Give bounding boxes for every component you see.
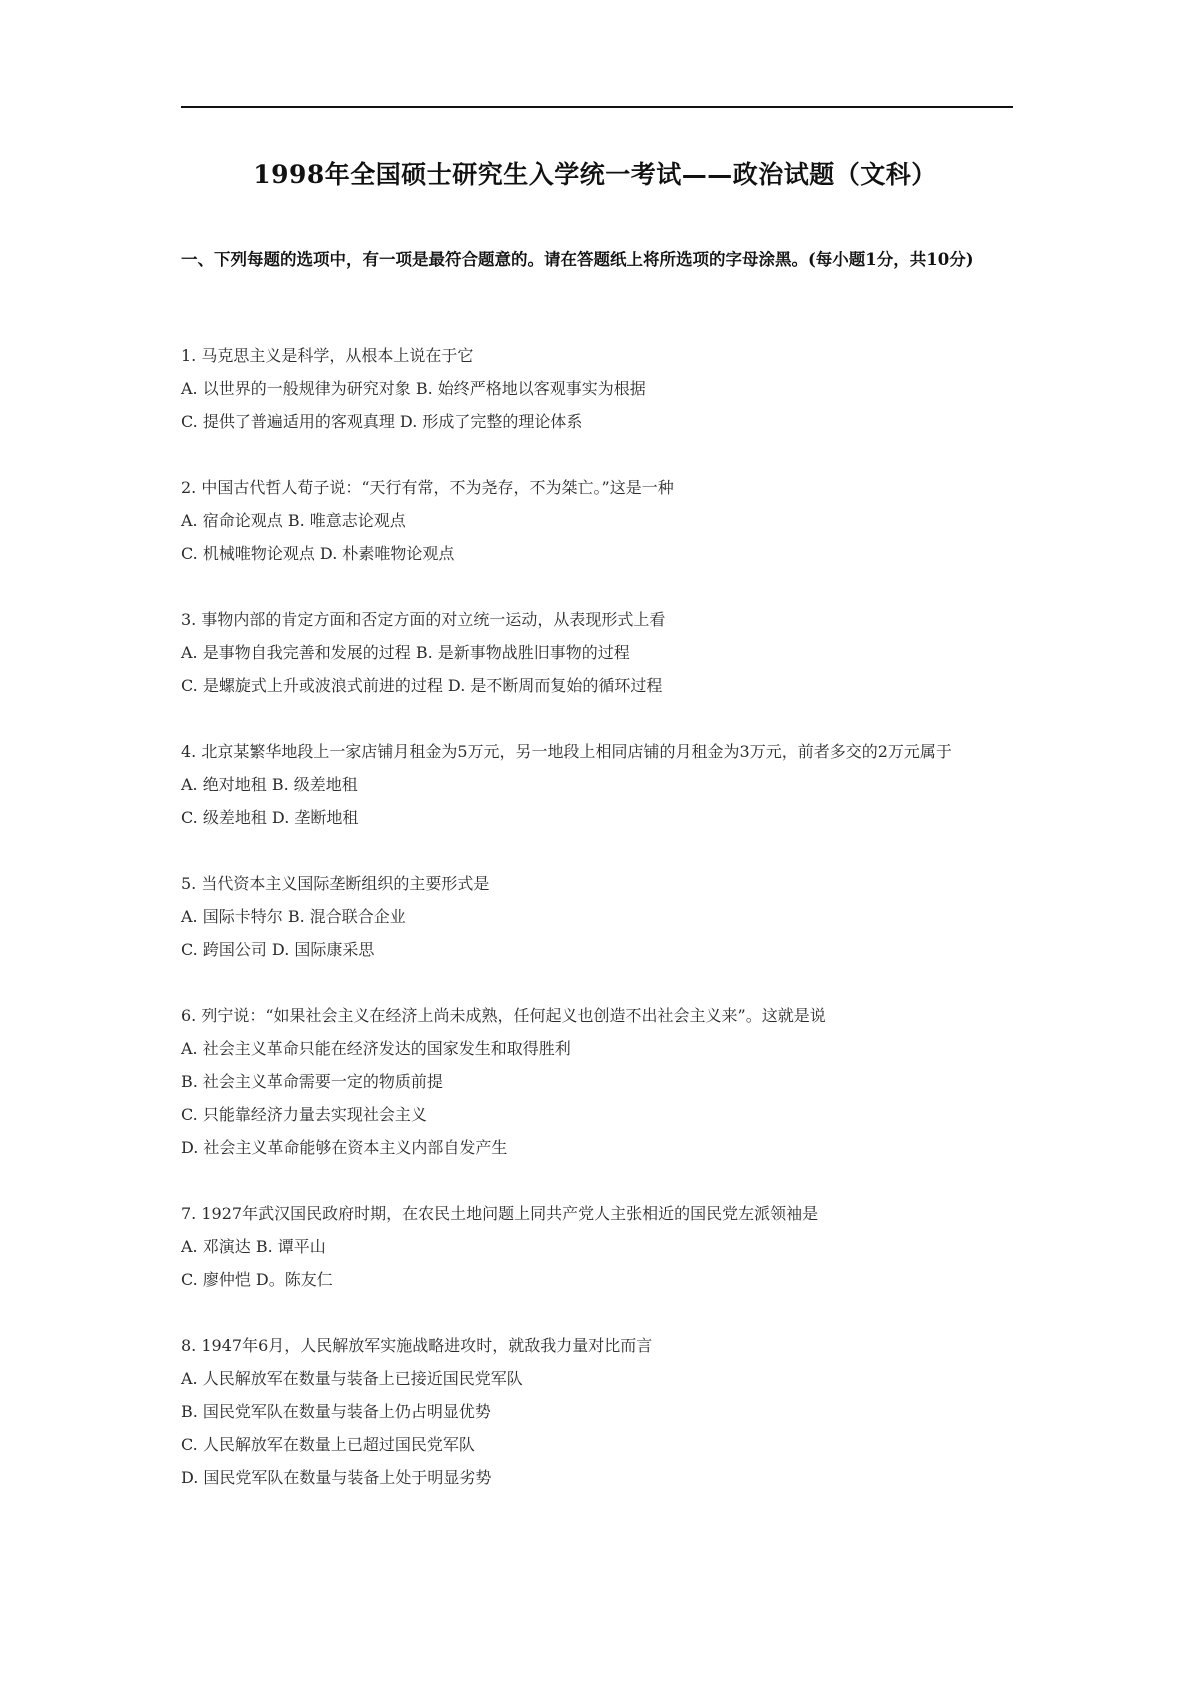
question-option: C. 廖仲恺 D。陈友仁 xyxy=(181,1270,333,1289)
question-option: C. 人民解放军在数量上已超过国民党军队 xyxy=(181,1435,475,1454)
question-6 xyxy=(181,999,1013,1164)
question-stem: 8. 1947年6月，人民解放军实施战略进攻时，就敌我力量对比而言 xyxy=(181,1336,653,1355)
question-option: A. 绝对地租 B. 级差地租 xyxy=(181,775,358,794)
question-option: A. 宿命论观点 B. 唯意志论观点 xyxy=(181,511,406,530)
question-stem: 3. 事物内部的肯定方面和否定方面的对立统一运动，从表现形式上看 xyxy=(181,610,666,629)
question-list xyxy=(181,339,1013,1527)
question-option: C. 跨国公司 D. 国际康采思 xyxy=(181,940,375,959)
question-option: C. 提供了普遍适用的客观真理 D. 形成了完整的理论体系 xyxy=(181,412,583,431)
question-option: D. 社会主义革命能够在资本主义内部自发产生 xyxy=(181,1138,508,1157)
question-5 xyxy=(181,867,1013,966)
question-stem: 5. 当代资本主义国际垄断组织的主要形式是 xyxy=(181,874,490,893)
question-option: A. 邓演达 B. 谭平山 xyxy=(181,1237,326,1256)
question-stem: 6. 列宁说：“如果社会主义在经济上尚未成熟，任何起义也创造不出社会主义来”。这就是说 xyxy=(181,1006,826,1025)
question-option: D. 国民党军队在数量与装备上处于明显劣势 xyxy=(181,1468,492,1487)
question-3 xyxy=(181,603,1013,702)
question-stem: 4. 北京某繁华地段上一家店铺月租金为5万元，另一地段上相同店铺的月租金为3万元，前者多交的2万元属于 xyxy=(181,742,952,761)
question-option: C. 只能靠经济力量去实现社会主义 xyxy=(181,1105,427,1124)
question-option: A. 人民解放军在数量与装备上已接近国民党军队 xyxy=(181,1369,523,1388)
question-option: A. 国际卡特尔 B. 混合联合企业 xyxy=(181,907,406,926)
section-heading: 一、下列每题的选项中，有一项是最符合题意的。请在答题纸上将所选项的字母涂黑。(每小题1分，共10分) xyxy=(181,250,974,269)
question-option: A. 以世界的一般规律为研究对象 B. 始终严格地以客观事实为根据 xyxy=(181,379,646,398)
question-7 xyxy=(181,1197,1013,1296)
question-option: C. 级差地租 D. 垄断地租 xyxy=(181,808,359,827)
document-title: 1998年全国硕士研究生入学统一考试——政治试题（文科） xyxy=(253,160,937,189)
question-2 xyxy=(181,471,1013,570)
question-option: B. 社会主义革命需要一定的物质前提 xyxy=(181,1072,443,1091)
question-stem: 1. 马克思主义是科学，从根本上说在于它 xyxy=(181,346,474,365)
question-1 xyxy=(181,339,1013,438)
header-rule xyxy=(181,106,1013,108)
question-option: A. 是事物自我完善和发展的过程 B. 是新事物战胜旧事物的过程 xyxy=(181,643,630,662)
question-option: B. 国民党军队在数量与装备上仍占明显优势 xyxy=(181,1402,491,1421)
question-stem: 2. 中国古代哲人荀子说：“天行有常，不为尧存，不为桀亡。”这是一种 xyxy=(181,478,674,497)
question-8 xyxy=(181,1329,1013,1494)
question-stem: 7. 1927年武汉国民政府时期，在农民土地问题上同共产党人主张相近的国民党左派领袖是 xyxy=(181,1204,819,1223)
question-option: C. 是螺旋式上升或波浪式前进的过程 D. 是不断周而复始的循环过程 xyxy=(181,676,663,695)
question-option: C. 机械唯物论观点 D. 朴素唯物论观点 xyxy=(181,544,455,563)
question-4 xyxy=(181,735,1013,834)
question-option: A. 社会主义革命只能在经济发达的国家发生和取得胜利 xyxy=(181,1039,571,1058)
